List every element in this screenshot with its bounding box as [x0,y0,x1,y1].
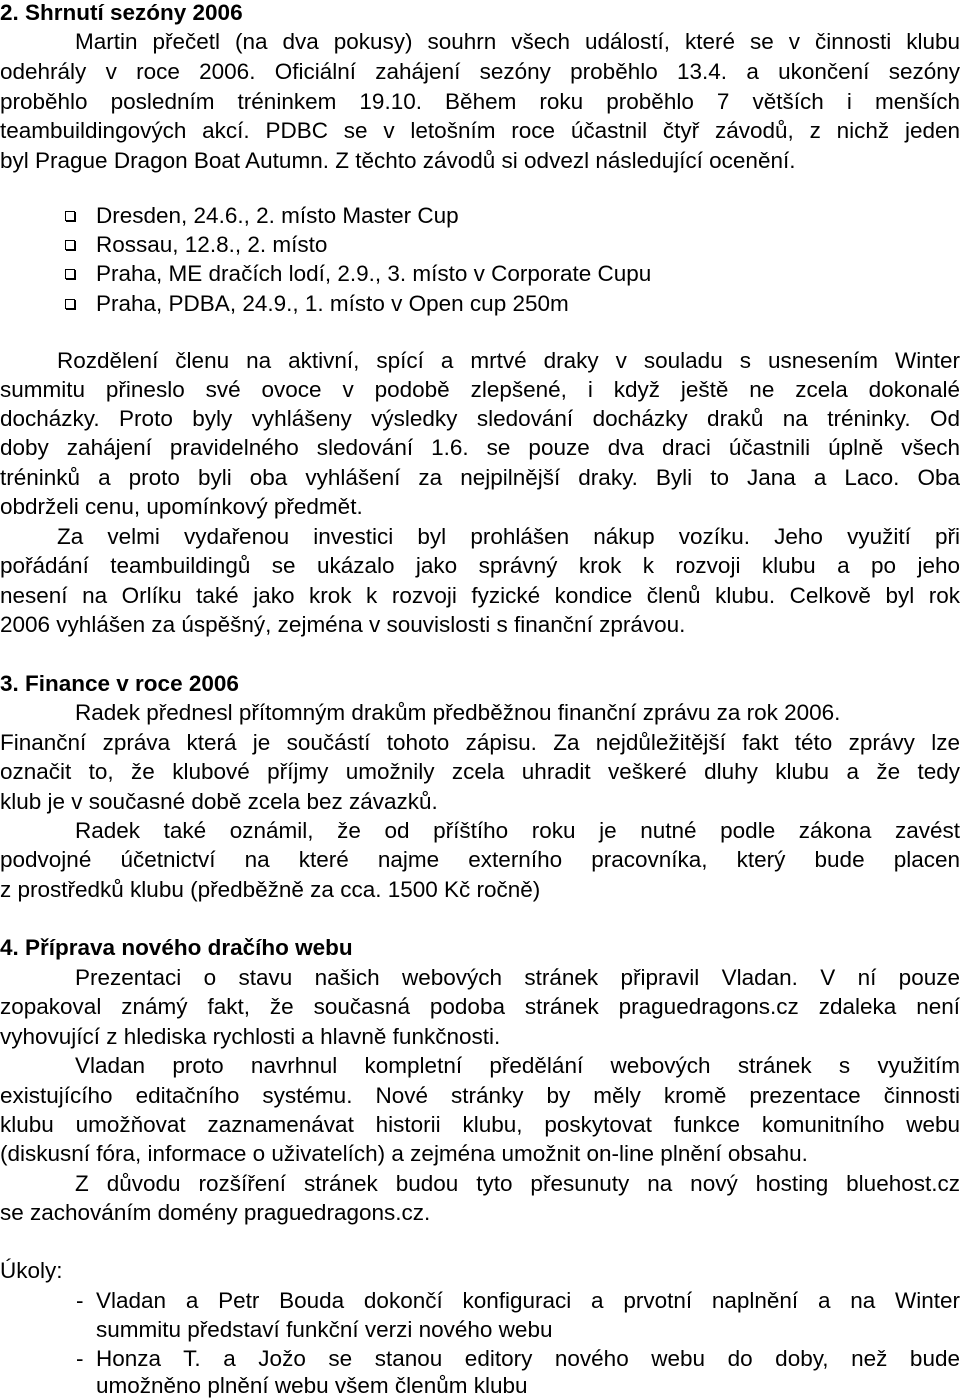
checkbox-bullet-icon [65,299,75,309]
task-text: Vladan a Petr Bouda dokončí konfiguraci a prvotní naplnění a na Winter [96,1288,960,1313]
text-line: odehrály v roce 2006. Oficiální zahájení sezóny proběhlo 13.4. a ukončení sezóny [0,59,960,84]
text-line: byl Prague Dragon Boat Autumn. Z těchto závodů si odvezl následující ocenění. [0,148,796,173]
text-line: nesení na Orlíku také jako krok k rozvoji fyzické kondice členů klubu. Celkově byl rok [0,583,960,608]
text-line: 2006 vyhlášen za úspěšný, zejména v souvislosti s finanční zprávou. [0,612,686,637]
text-line: klubu umožňovat zaznamenávat historii klubu, poskytovat funkce komunitního webu [0,1112,960,1137]
text-line: Za velmi vydařenou investici byl prohlášen nákup vozíku. Jeho využití při [57,524,960,549]
text-line: summitu přineslo své ovoce v podobě zlepšené, i když ještě ne zcela dokonalé [0,377,960,402]
text-line: Z důvodu rozšíření stránek budou tyto přesunuty na nový hosting bluehost.cz [75,1171,960,1196]
task-item [76,1286,960,1315]
tasks-label: Úkoly: [0,1258,63,1283]
text-line: z prostředků klubu (předběžně za cca. 1500 Kč ročně) [0,877,541,902]
list-item-text: Praha, PDBA, 24.9., 1. místo v Open cup 250m [96,291,569,316]
text-line: teambuildingových akcí. PDBC se v letošním roce účastnil čtyř závodů, z nichž jeden [0,118,960,143]
list-item [65,230,865,259]
section-heading: 4. Příprava nového dračího webu [0,935,353,960]
list-item-text: Dresden, 24.6., 2. místo Master Cup [96,203,459,228]
task-text: umožněno plnění webu všem členům klubu [96,1373,528,1398]
text-line: Rozdělení členu na aktivní, spící a mrtvé draky v souladu s usnesením Winter [57,348,960,373]
text-line: pořádání teambuildingů se ukázalo jako správný krok k rozvoji klubu a po jeho [0,553,960,578]
text-line: proběhlo posledním tréninkem 19.10. Během roku proběhlo 7 větších i menších [0,89,960,114]
list-item [65,259,865,288]
task-item [76,1344,960,1373]
text-line: vyhovující z hlediska rychlosti a hlavně funkčnosti. [0,1024,501,1049]
checkbox-bullet-icon [65,211,75,221]
list-item-text: Rossau, 12.8., 2. místo [96,232,328,257]
text-line: klub je v současné době zcela bez závazků. [0,789,438,814]
text-line: označit to, že klubové příjmy umožnily zcela uhradit veškeré dluhy klubu a že tedy [0,759,960,784]
list-item [65,201,865,230]
list-item [65,289,865,318]
text-line: podvojné účetnictví na které najme externího pracovníka, který bude placen [0,847,960,872]
task-dash: - [76,1346,84,1371]
task-item-continuation [76,1315,960,1344]
text-line: Martin přečetl (na dva pokusy) souhrn všech událostí, které se v činnosti klubu [75,29,960,54]
text-line: Radek přednesl přítomným drakům předběžnou finanční zprávu za rok 2006. [75,700,841,725]
section-heading: 2. Shrnutí sezóny 2006 [0,0,243,25]
text-line: obdrželi cenu, upomínkový předmět. [0,494,363,519]
text-line: zopakoval známý fakt, že současná podoba stránek praguedragons.cz zdaleka není [0,994,960,1019]
text-line: (diskusní fóra, informace o uživatelích) a zejména umožnit on-line plnění obsahu. [0,1141,808,1166]
checkbox-bullet-icon [65,240,75,250]
text-line: docházky. Proto byly vyhlášeny výsledky sledování docházky draků na tréninky. Od [0,406,960,431]
text-line: Radek také oznámil, že od příštího roku je nutné podle zákona zavést [75,818,960,843]
text-line: Prezentaci o stavu našich webových stránek připravil Vladan. V ní pouze [75,965,960,990]
text-line: tréninků a proto byli oba vyhlášení za nejpilnější draky. Byli to Jana a Laco. Oba [0,465,960,490]
list-item-text: Praha, ME dračích lodí, 2.9., 3. místo v Corporate Cupu [96,261,652,286]
task-dash: - [76,1288,84,1313]
task-text: summitu představí funkční verzi nového webu [96,1317,553,1342]
text-line: existujícího editačního systému. Nové stránky by měly kromě prezentace činnosti [0,1083,960,1108]
checkbox-bullet-icon [65,269,75,279]
section-heading: 3. Finance v roce 2006 [0,671,239,696]
text-line: Vladan proto navrhnul kompletní předělání webových stránek s využitím [75,1053,960,1078]
task-text: Honza T. a Jožo se stanou editory nového webu do doby, než bude [96,1346,960,1371]
text-line: doby zahájení pravidelného sledování 1.6. se pouze dva draci účastnili úplně všech [0,435,960,460]
task-item-continuation [76,1371,960,1400]
text-line: se zachováním domény praguedragons.cz. [0,1200,431,1225]
text-line: Finanční zpráva která je součástí tohoto zápisu. Za nejdůležitější fakt této zprávy lze [0,730,960,755]
